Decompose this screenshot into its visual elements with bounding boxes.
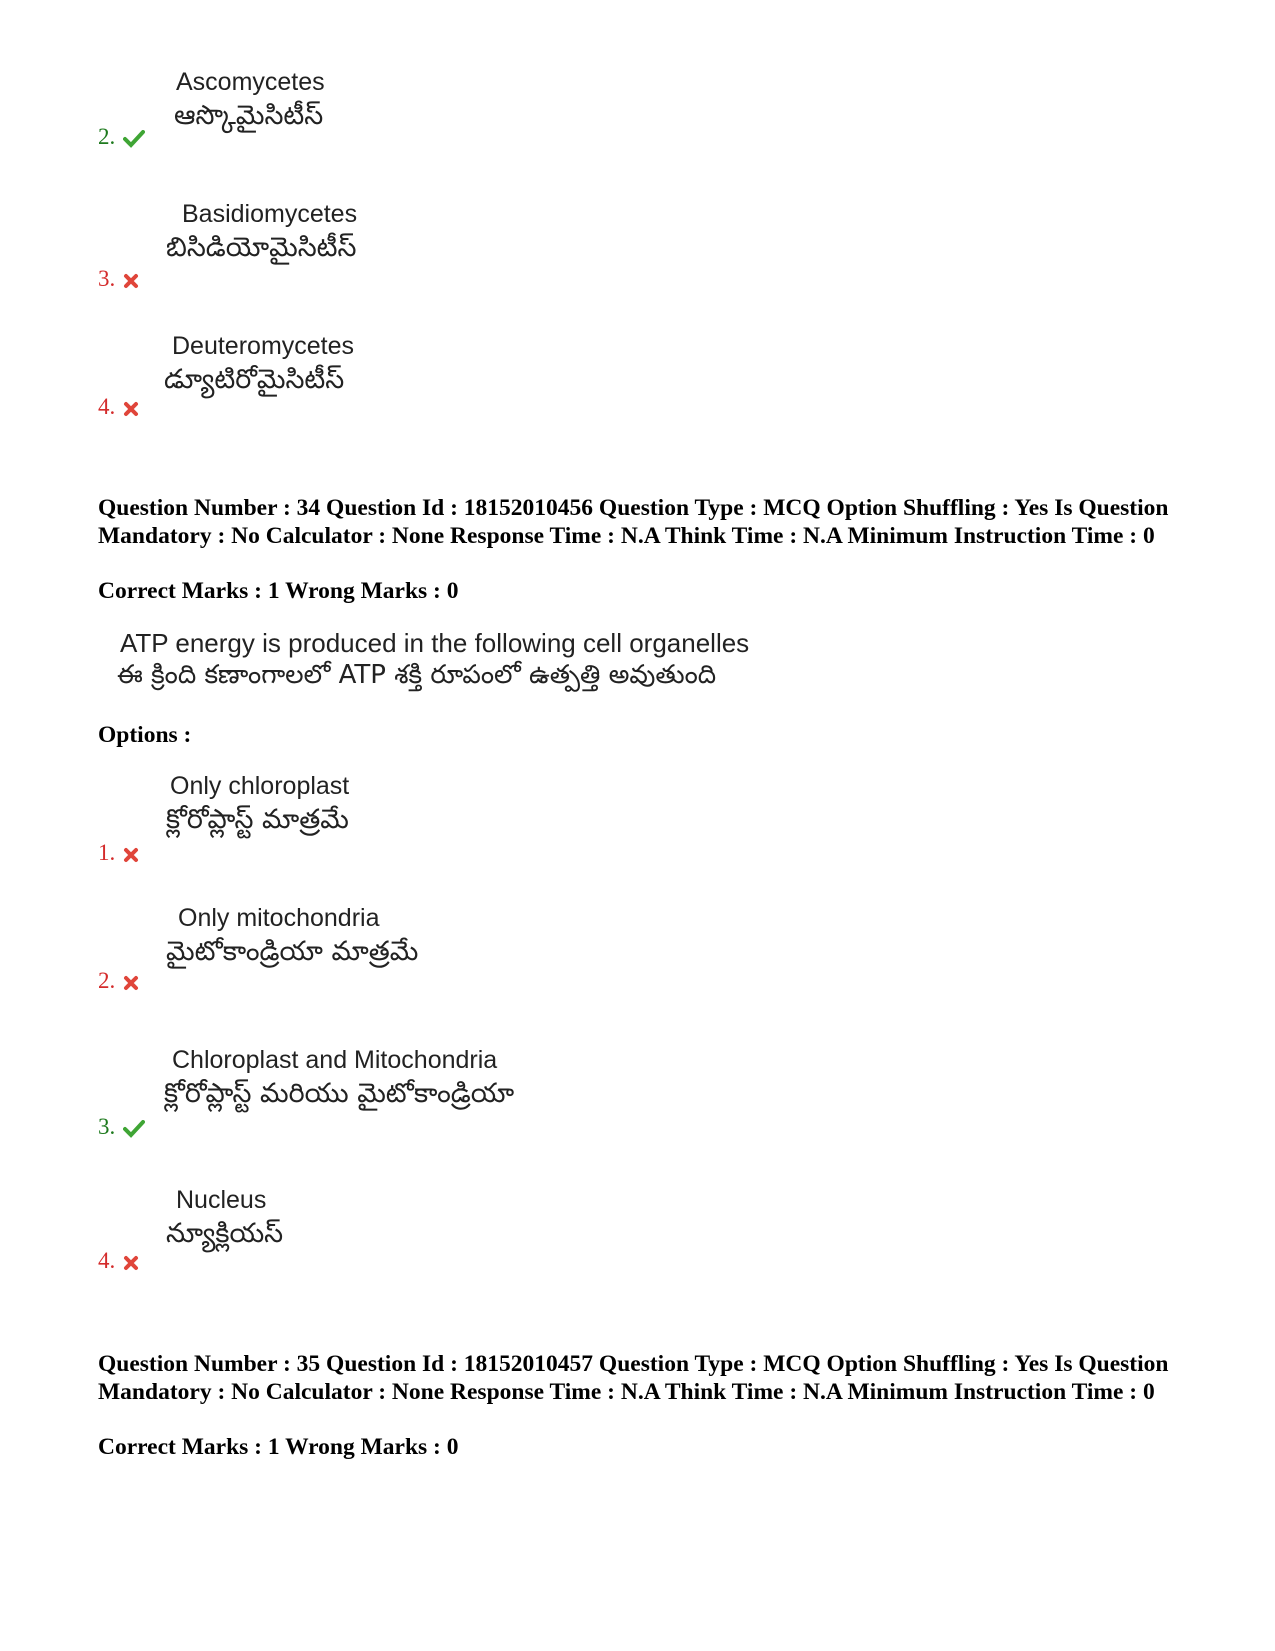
option-number: 3. xyxy=(98,1114,145,1140)
option-text-en: Nucleus xyxy=(176,1186,267,1214)
cross-icon xyxy=(123,975,139,991)
option-text-te: బిసిడియోమైసిటీస్ xyxy=(166,232,357,263)
option-number: 3. xyxy=(98,266,139,292)
question-meta: Question Number : 35 Question Id : 18152010457 Question Type : MCQ Option Shuffling : Yes Is Question Mandatory : No Calculator : None Response Time : N.A Think Time : N.A Minimum Instruction Time : 0 xyxy=(98,1351,1169,1405)
option-text-en: Basidiomycetes xyxy=(182,200,358,228)
cross-icon xyxy=(123,401,139,417)
option-text-te: ఆస్కొమైసిటీస్ xyxy=(174,100,324,131)
checkmark-icon xyxy=(123,1120,145,1138)
option-number: 2. xyxy=(98,968,139,994)
option-text-te: డ్యూటిరోమైసిటీస్ xyxy=(164,364,345,395)
question-marks: Correct Marks : 1 Wrong Marks : 0 xyxy=(98,578,459,604)
option-text-en: Deuteromycetes xyxy=(172,332,355,360)
option-number: 4. xyxy=(98,1248,139,1274)
option-text-en: Only mitochondria xyxy=(178,904,380,932)
option-text-te: క్లోరోప్లాస్ట్ మరియు మైటోకాండ్రియా xyxy=(164,1078,515,1109)
checkmark-icon xyxy=(123,130,145,148)
question-meta: Question Number : 34 Question Id : 18152010456 Question Type : MCQ Option Shuffling : Yes Is Question Mandatory : No Calculator : None Response Time : N.A Think Time : N.A Minimum Instruction Time : 0 xyxy=(98,495,1169,549)
option-number: 2. xyxy=(98,124,145,150)
option-text-te: న్యూక్లియస్ xyxy=(166,1218,284,1249)
option-number: 1. xyxy=(98,840,139,866)
question-text-en: ATP energy is produced in the following cell organelles xyxy=(120,628,750,658)
option-text-te: మైటోకాండ్రియా మాత్రమే xyxy=(166,936,419,967)
option-text-te: క్లోరోప్లాస్ట్ మాత్రమే xyxy=(166,804,349,835)
options-label: Options : xyxy=(98,722,192,748)
cross-icon xyxy=(123,1255,139,1271)
option-number: 4. xyxy=(98,394,139,420)
cross-icon xyxy=(123,273,139,289)
question-marks: Correct Marks : 1 Wrong Marks : 0 xyxy=(98,1434,459,1460)
option-text-en: Only chloroplast xyxy=(170,772,350,800)
option-text-en: Chloroplast and Mitochondria xyxy=(172,1046,498,1074)
option-text-en: Ascomycetes xyxy=(176,68,325,96)
question-text-te: ఈ క్రింది కణాంగాలలో ATP శక్తి రూపంలో ఉత్పత్తి అవుతుంది xyxy=(117,660,717,690)
cross-icon xyxy=(123,847,139,863)
